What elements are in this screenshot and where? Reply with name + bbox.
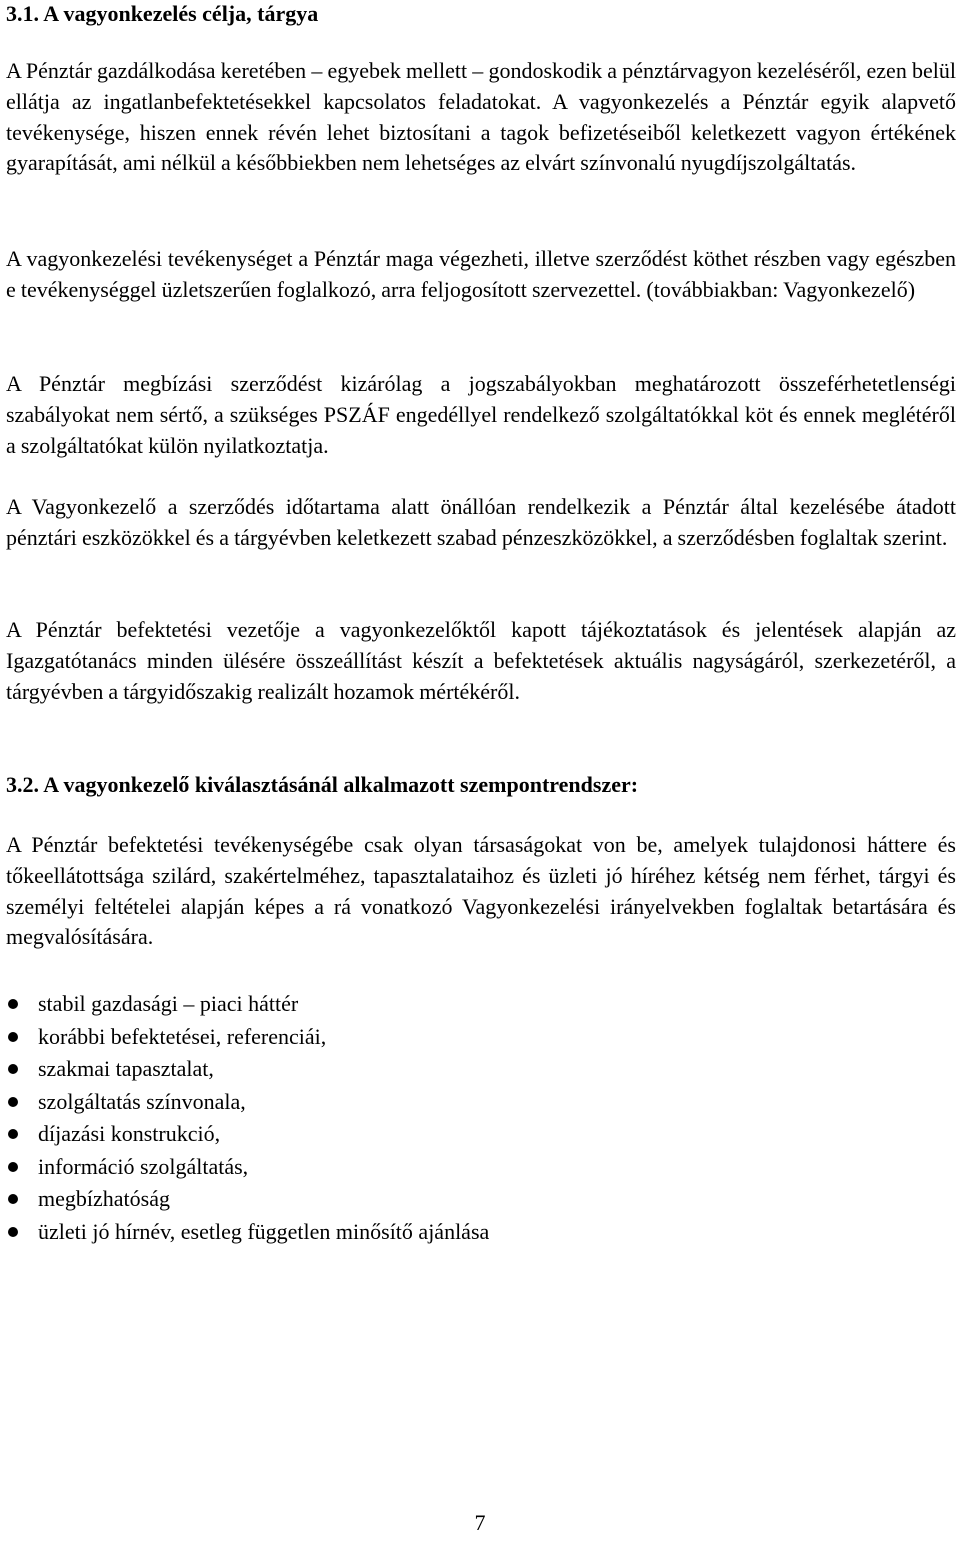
list-item-text: díjazási konstrukció,	[38, 1121, 221, 1146]
bullet-icon	[8, 1162, 18, 1172]
list-item-text: stabil gazdasági – piaci háttér	[38, 991, 299, 1016]
bullet-icon	[8, 1064, 18, 1074]
list-item	[6, 1151, 489, 1184]
list-item	[6, 1183, 489, 1216]
paragraph-purpose: A Pénztár gazdálkodása keretében – egyebek mellett – gondoskodik a pénztárvagyon kezeléséről, ezen belül ellátja az ingatlanbefektetésekkel kapcsolatos feladatokat. A vagyonkezelés a Pénztár egyik alapvető tevékenysége, hiszen ennek révén lehet biztosítani a tagok befizetéseiből keletkezett vagyon értékének gyarapítását, ami nélkül a későbbiekben nem lehetséges az elvárt színvonalú nyugdíjszolgáltatás.	[6, 58, 956, 176]
bullet-icon	[8, 999, 18, 1009]
list-item	[6, 1216, 489, 1249]
list-item-text: szolgáltatás színvonala,	[38, 1088, 246, 1114]
list-item-text: korábbi befektetései, referenciái,	[38, 1023, 327, 1049]
paragraph-contract-conditions: A Pénztár megbízási szerződést kizárólag a jogszabályokban meghatározott összeférhetetlenségi szabályokat nem sértő, a szükséges PSZÁF engedéllyel rendelkező szolgáltatókkal köt és ennek meglétéről a szolgáltatókat külön nyilatkoztatja.	[6, 371, 956, 458]
bullet-icon	[8, 1097, 18, 1107]
list-item	[6, 988, 489, 1021]
bullet-icon	[8, 1194, 18, 1204]
paragraph-reporting: A Pénztár befektetési vezetője a vagyonkezelőktől kapott tájékoztatások és jelentések alapján az Igazgatótanács minden ülésére összeállítást készít a befektetések aktuális nagyságáról, szerkezetéről, a tárgyévben a tárgyidőszakig realizált hozamok mértékéről.	[6, 617, 956, 704]
list-item	[6, 1053, 489, 1086]
page-number: 7	[474, 1510, 486, 1535]
list-item-text: szakmai tapasztalat,	[38, 1056, 214, 1081]
list-item	[6, 1021, 489, 1054]
list-item	[6, 1118, 489, 1151]
bullet-icon	[8, 1129, 18, 1139]
list-item-text: információ szolgáltatás,	[38, 1153, 249, 1179]
list-item	[6, 1086, 489, 1119]
list-item-text: megbízhatóság	[38, 1186, 170, 1211]
criteria-list	[6, 988, 489, 1248]
paragraph-selection-criteria: A Pénztár befektetési tevékenységébe csak olyan társaságokat von be, amelyek tulajdonosi háttere és tőkeellátottsága szilárd, szakértelméhez, tapasztalataihoz és üzleti jó híréhez kétség nem férhet, tárgyi és személyi feltételei alapján képes a rá vonatkozó Vagyonkezelési irányelvekben foglaltak betartására és megvalósítására.	[6, 832, 956, 950]
paragraph-asset-management-options: A vagyonkezelési tevékenységet a Pénztár maga végezheti, illetve szerződést köthet részben vagy egészben e tevékenységgel üzletszerűen foglalkozó, arra feljogosított szervezettel. (továbbiakban: Vagyonkezelő)	[6, 246, 956, 302]
list-item-text: üzleti jó hírnév, esetleg független minősítő ajánlása	[38, 1218, 490, 1244]
bullet-icon	[8, 1227, 18, 1237]
paragraph-manager-authority: A Vagyonkezelő a szerződés időtartama alatt önállóan rendelkezik a Pénztár által kezelésébe átadott pénztári eszközökkel és a tárgyévben keletkezett szabad pénzeszközökkel, a szerződésben foglaltak szerint.	[6, 494, 956, 550]
bullet-icon	[8, 1032, 18, 1042]
section-heading-3-2: 3.2. A vagyonkezelő kiválasztásánál alkalmazott szempontrendszer:	[6, 772, 639, 797]
section-heading-3-1: 3.1. A vagyonkezelés célja, tárgya	[6, 1, 319, 26]
